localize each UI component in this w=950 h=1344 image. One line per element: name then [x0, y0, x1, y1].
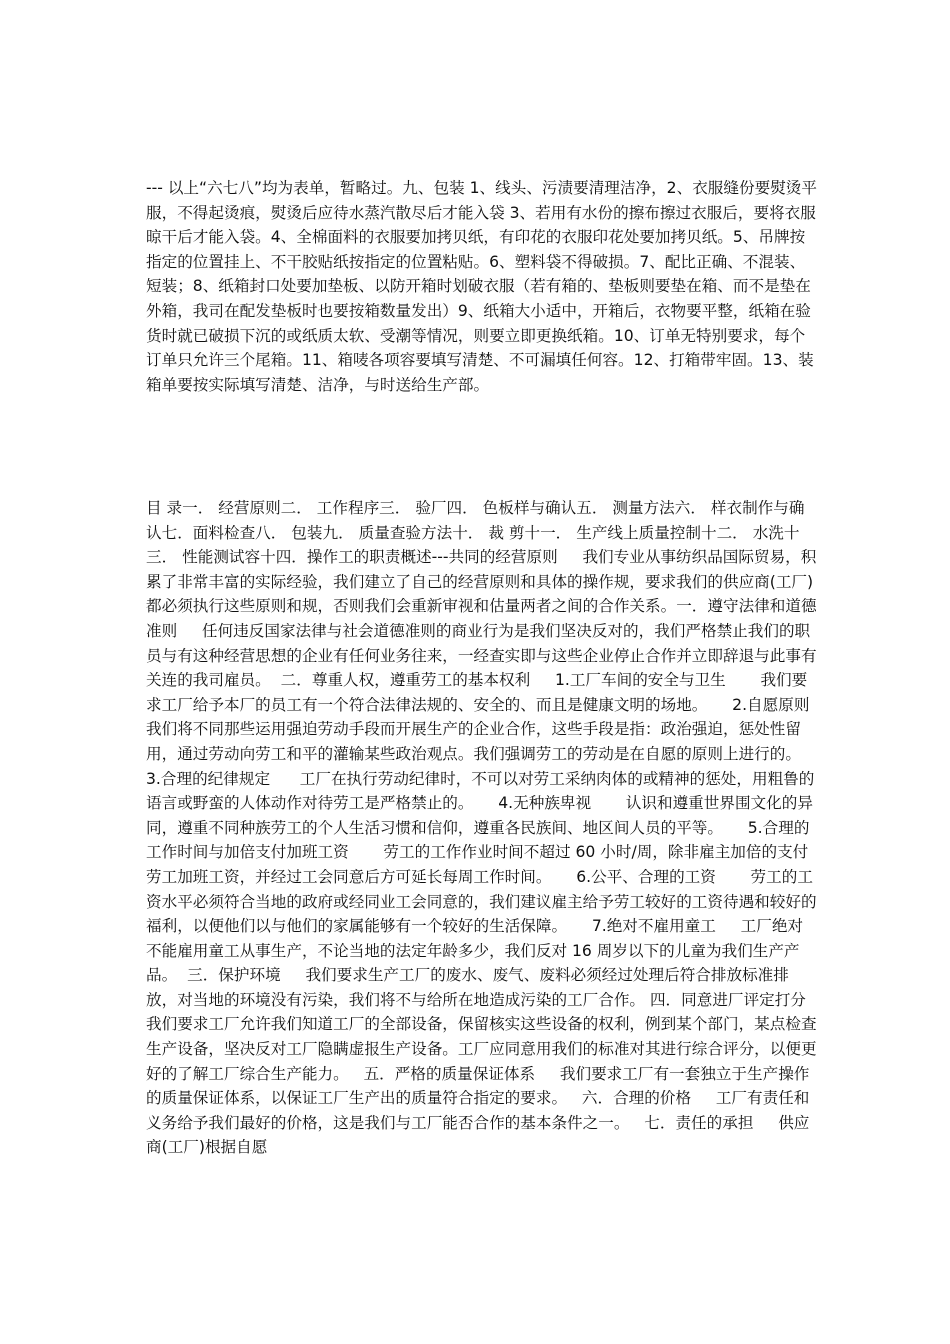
business-principles-paragraph: 目 录一． 经营原则二． 工作程序三． 验厂四． 色板样与确认五． 测量方法六． 样衣制作与确认七．面料检查八． 包装九． 质量查验方法十． 裁 剪十一． 生产线上质量控制十二． 水洗十三． 性能测试容十四．操作工的职责概述---共同的经营原则 我们专业从事纺织品国际贸易，积累了非常丰富的实际经验，我们建立了自己的经营原则和具体的操作规，要求我们的供应商(工厂)都必须执行这些原则和规，否则我们会重新审视和估量两者之间的合作关系。一．遵守法律和道德准则 任何违反国家法律与社会道德准则的商业行为是我们坚决反对的，我们严格禁止我们的职员与有这种经营思想的企业有任何业务往来，一经查实即与这些企业停止合作并立即辞退与此事有关连的我司雇员。 二．尊重人权，遵重劳工的基本权利 1.工厂车间的安全与卫生 我们要求工厂给予本厂的员工有一个符合法律法规的、安全的、而且是健康文明的场地。 2.自愿原则 我们将不同那些运用强迫劳动手段而开展生产的企业合作，这些手段是指：政治强迫，惩处性留用，通过劳动向劳工和平的灌输某些政治观点。我们强调劳工的劳动是在自愿的原则上进行的。 3.合理的纪律规定 工厂在执行劳动纪律时，不可以对劳工采纳肉体的或精神的惩处，用粗鲁的语言或野蛮的人体动作对待劳工是严格禁止的。 4.无种族卑视 认识和遵重世界围文化的异同，遵重不同种族劳工的个人生活习惯和信仰，遵重各民族间、地区间人员的平等。 5.合理的工作时间与加倍支付加班工资 劳工的工作作业时间不超过 60 小时/周，除非雇主加倍的支付劳工加班工资，并经过工会同意后方可延长每周工作时间。 6.公平、合理的工资 劳工的工资水平必须符合当地的政府或经同业工会同意的，我们建议雇主给予劳工较好的工资待遇和较好的福利，以便他们以与他们的家属能够有一个较好的生活保障。 7.绝对不雇用童工 工厂绝对不能雇用童工从事生产，不论当地的法定年龄多少，我们反对 16 周岁以下的儿童为我们生产产品。 三．保护环境 我们要求生产工厂的废水、废气、废料必须经过处理后符合排放标准排放，对当地的环境没有污染，我们将不与给所在地造成污染的工厂合作。 四．同意进厂评定打分 我们要求工厂允许我们知道工厂的全部设备，保留核实这些设备的权利，例到某个部门，某点检查生产设备，坚决反对工厂隐瞒虚报生产设备。工厂应同意用我们的标准对其进行综合评分，以便更好的了解工厂综合生产能力。 五．严格的质量保证体系 我们要求工厂有一套独立于生产操作的质量保证体系，以保证工厂生产出的质量符合指定的要求。 六．合理的价格 工厂有责任和义务给予我们最好的价格，这是我们与工厂能否合作的基本条件之一。 七．责任的承担 供应商(工厂)根据自愿	[146, 499, 850, 1157]
packaging-requirements-paragraph: --- 以上“六七八”均为表单，暂略过。九、包装 1、线头、污渍要清理洁净，2、衣服缝份要熨烫平服，不得起烫痕，熨烫后应待水蒸汽散尽后才能入袋 3、若用有水份的擦布擦过衣服后，要将衣服晾干后才能入袋。4、全棉面料的衣服要加拷贝纸，有印花的衣服印花处要加拷贝纸。5、吊牌按指定的位置挂上、不干胶贴纸按指定的位置粘贴。6、塑料袋不得破损。7、配比正确、不混装、短装；8、纸箱封口处要加垫板、以防开箱时划破衣服（若有箱的、垫板则要垫在箱、而不是垫在外箱，我司在配发垫板时也要按箱数量发出）9、纸箱大小适中，开箱后，衣物要平整，纸箱在验货时就已破损下沉的或纸质太软、受潮等情况，则要立即更换纸箱。10、订单无特别要求，每个订单只允许三个尾箱。11、箱唛各项容要填写清楚、不可漏填任何容。12、打箱带牢固。13、装箱单要按实际填写清楚、洁净，与时送给生产部。	[146, 179, 817, 394]
